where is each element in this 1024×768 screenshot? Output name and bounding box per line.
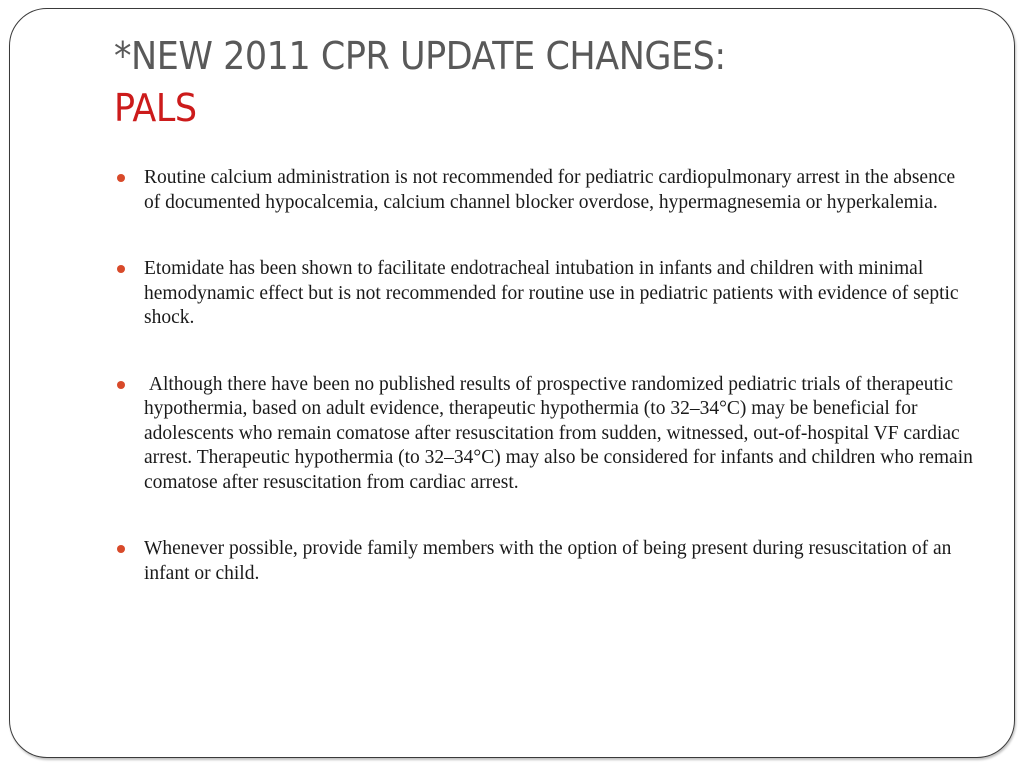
list-item bbox=[114, 537, 974, 586]
bullet-text: Although there have been no published results of prospective randomized pediatric trials of therapeutic hypothermia, based on adult evidence, therapeutic hypothermia (to 32–34°C) may be beneficial for adolescents who remain comatose after resuscitation from sudden, witnessed, out-of-hospital VF cardiac arrest. Therapeutic hypothermia (to 32–34°C) may also be considered for infants and children who remain comatose after resuscitation from cardiac arrest. bbox=[144, 373, 978, 493]
list-item bbox=[114, 373, 978, 496]
bullet-icon bbox=[117, 174, 125, 182]
bullet-icon bbox=[117, 265, 125, 273]
bullet-icon bbox=[117, 545, 125, 553]
bullet-icon bbox=[117, 381, 125, 389]
list-item bbox=[114, 166, 974, 215]
bullet-list bbox=[114, 166, 978, 586]
bullet-text: Etomidate has been shown to facilitate endotracheal intubation in infants and children with minimal hemodynamic effect but is not recommended for routine use in pediatric patients with evidence of septic shock. bbox=[144, 258, 959, 328]
bullet-text: Whenever possible, provide family members with the option of being present during resuscitation of an infant or child. bbox=[144, 538, 952, 584]
title-accent: PALS bbox=[114, 86, 197, 130]
bullet-text: Routine calcium administration is not recommended for pediatric cardiopulmonary arrest in the absence of documented hypocalcemia, calcium channel blocker overdose, hypermagnesemia or hyperkalemia. bbox=[144, 167, 956, 213]
slide-title bbox=[114, 30, 905, 134]
list-item bbox=[114, 257, 974, 331]
title-text: *NEW 2011 CPR UPDATE CHANGES: bbox=[114, 34, 726, 78]
